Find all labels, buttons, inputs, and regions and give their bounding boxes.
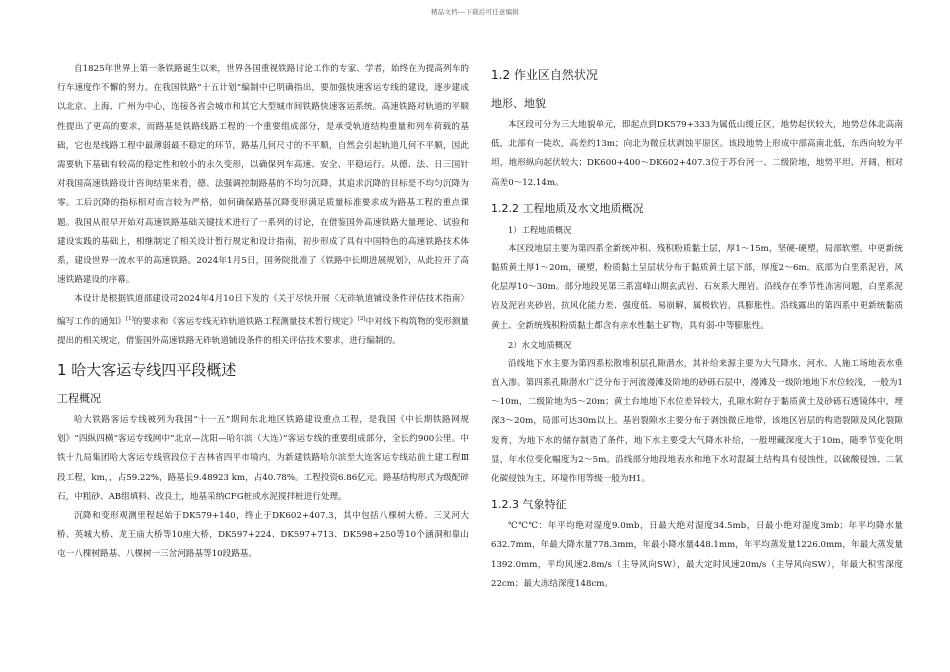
design-basis-text-b: 的要求和《客运专线无砟轨道铁路工程测量技术暂行规定》: [133, 316, 358, 327]
climate-paragraph: ℃℃℃：年平均绝对湿度9.0mb，日最大绝对湿度34.5mb，日最小绝对湿度3mb；年平均降水量632.7mm，年最大降水量778.3mm，年最小降水量448.1mm，年平均蒸发量1226.0mm，年最大蒸发量1392.0mm，平均风速2.8m/s（主导风向SW），最大定时风速20m/s（主导风向SW），年最大积雪深度22cm；最大冻结深度148cm。: [491, 521, 903, 589]
citation-1: [1]: [125, 315, 134, 322]
hydrology-paragraph: 沿线地下水主要为第四系松散堆积层孔隙潜水，其补给来源主要为大气降水、河水、人施工场地表水垂直入渗。第四系孔隙潜水广泛分布于河流漫滩及阶地的砂砾石层中，漫滩及一级阶地地下水位较浅，一般为1～10m，二级阶地为5～20m；黄土台地地下水位差异较大，孔隙水附存于黏质黄土及砂砾石透镜体中，埋深3～20m，局部可达30m以上。基岩裂隙水主要分布于剥蚀微丘地带，该地区岩层的构造裂隙及风化裂隙发育，为地下水的储存制造了条件，地下水主要受大气降水补给，一般埋藏深度大于10m，随季节变化明显，年水位变化幅度为2～5m。沿线部分地段地表水和地下水对混凝土结构具有侵蚀性，以硫酸侵蚀、二氧化碳侵蚀为主，环境作用等级一般为H1。: [491, 358, 903, 485]
climate-heading: 1.2.3 气象特征: [491, 498, 567, 512]
design-basis-text-c: 中对线下构筑物的变形测量提出的相关规定，借鉴国外高速铁路无砟轨道铺设条件的相关评估技术要求，进行编制的。: [57, 316, 469, 346]
right-column: [491, 64, 903, 594]
page-header: 精品文档---下载后可任意编辑: [430, 8, 520, 16]
intro-paragraph: 自1825年世界上第一条铁路诞生以来，世界各国重视铁路讨论工作的专家、学者，始终在为提高列车的行车速度作不懈的努力。在我国铁路“十五计划”编制中已明确指出，要加强快速客运专线的建设，逐步建成以北京、上海、广州为中心，连接各省会城市和其它大型城市间铁路快速客运系统。高速铁路对轨道的平顺性提出了更高的要求，而路基是铁路线路工程的一个重要组成部分，是承受轨道结构重量和列车荷载的基础，它也是线路工程中最薄弱最不稳定的环节，路基几何尺寸的不平顺，自然会引起轨道几何不平顺，因此需要轨下基础有较高的稳定性和较小的永久变形，以确保列车高速、安全、平稳运行。从德、法、日三国针对我国高速铁路设计咨询结果来看，德、法强调控制路基的不均匀沉降，其追求沉降的目标是不均匀沉降为零。工后沉降的指标相对而言较为严格，如何确保路基沉降变形满足质量标准要求成为路基工程的重点课题。我国从很早开始对高速铁路基础关键技术进行了一系列的讨论，在借鉴国外高速铁路大量理论、试验和建设实践的基础上，相继制定了相关设计暂行规定和设计指南，初步形成了具有中国特色的高速铁路技术体系，建设世界一流水平的高速铁路。2024年1月5日，国务院批准了《铁路中长期进展规划》，从此拉开了高速铁路建设的序幕。: [57, 64, 469, 286]
project-overview-heading: 工程概况: [57, 391, 101, 405]
geology-heading: 1.2.2 工程地质及水文地质概况: [491, 201, 644, 215]
observation-range-paragraph: 沉降和变形观测里程起始于DK579+140，终止于DK602+407.3，其中包括八棵树大桥、三叉河大桥、英城大桥、龙王庙大桥等10座大桥，DK597+224、DK597+713、DK598+250等10个涵洞和靠山屯一八棵树路基、八棵树一三岔河路基等10段路基。: [57, 510, 469, 560]
terrain-heading: 地形、地貌: [491, 97, 546, 110]
left-column: [57, 60, 469, 565]
design-basis-paragraph: [57, 290, 469, 350]
geology-paragraph: 本区段地层主要为第四系全新统冲积、残积粉质黏土层，厚1～15m，坚硬-硬塑，局部软塑。中更新统黏质黄土厚1～20m，硬塑，粉质黏土呈层状分布于黏质黄土层下部，厚度2～6m。底部为白垩系泥岩，风化层厚10～30m。部分地段见第三系富峰山期玄武岩、石灰系大理岩。沿线存在季节性冻害问题，白垩系泥岩及泥岩夹砂岩，抗风化能力差、强度低、易崩解，属极软岩，具膨胀性。沿线露出的第四系中更新统黏质黄土、全新统残积粉质黏土都含有亲水性黏土矿物，具有弱-中等膨胀性。: [491, 243, 903, 331]
citation-2: [2]: [357, 315, 366, 322]
design-basis-text-a: 本设计是根据铁道部建设司2024年4月10日下发的《关于尽快开展〈无砟轨道铺设条件评估技术指南〉编写工作的通知》: [57, 294, 469, 327]
geology-item-1: 1）工程地质概况: [508, 224, 572, 235]
section-1-heading: 1 哈大客运专线四平段概述: [57, 360, 237, 379]
project-overview-paragraph: 哈大铁路客运专线被列为我国“十一五”期间东北地区铁路建设重点工程，是我国《中长期铁路网规划》“四纵四横”客运专线网中“北京—沈阳—哈尔滨（大连）”客运专线的重要组成部分，全长约900公里。中铁十九局集团哈大客运专线管段位于吉林省四平市境内，为新建铁路哈尔滨至大连客运专线站前土建工程Ⅲ段工程，km，，占59.22%，路基长9.48923 km，占40.78%。工程投资6.86亿元。路基结构形式为级配碎石，中粗砂、AB组填料、改良土，地基采纳CFG桩或水泥搅拌桩进行处理。: [57, 414, 469, 502]
terrain-paragraph: 本区段可分为三大地貌单元，即起点到DK579+333为属低山缓丘区，地势起伏较大，地势总体北高南低，北部有一陡坎，高差约13m；向北为微丘状剥蚀平原区。该段地势上形成中部高南北低，东西向较为平坦，地形纵向起伏较大；DK600+400～DK602+407.3位于苏台河一、二级阶地，地势平坦、开阔，相对高差0～12.14m。: [491, 120, 903, 188]
geology-item-2: 2）水文地质概况: [508, 339, 572, 350]
section-1-2-heading: 1.2 作业区自然状况: [491, 68, 598, 82]
